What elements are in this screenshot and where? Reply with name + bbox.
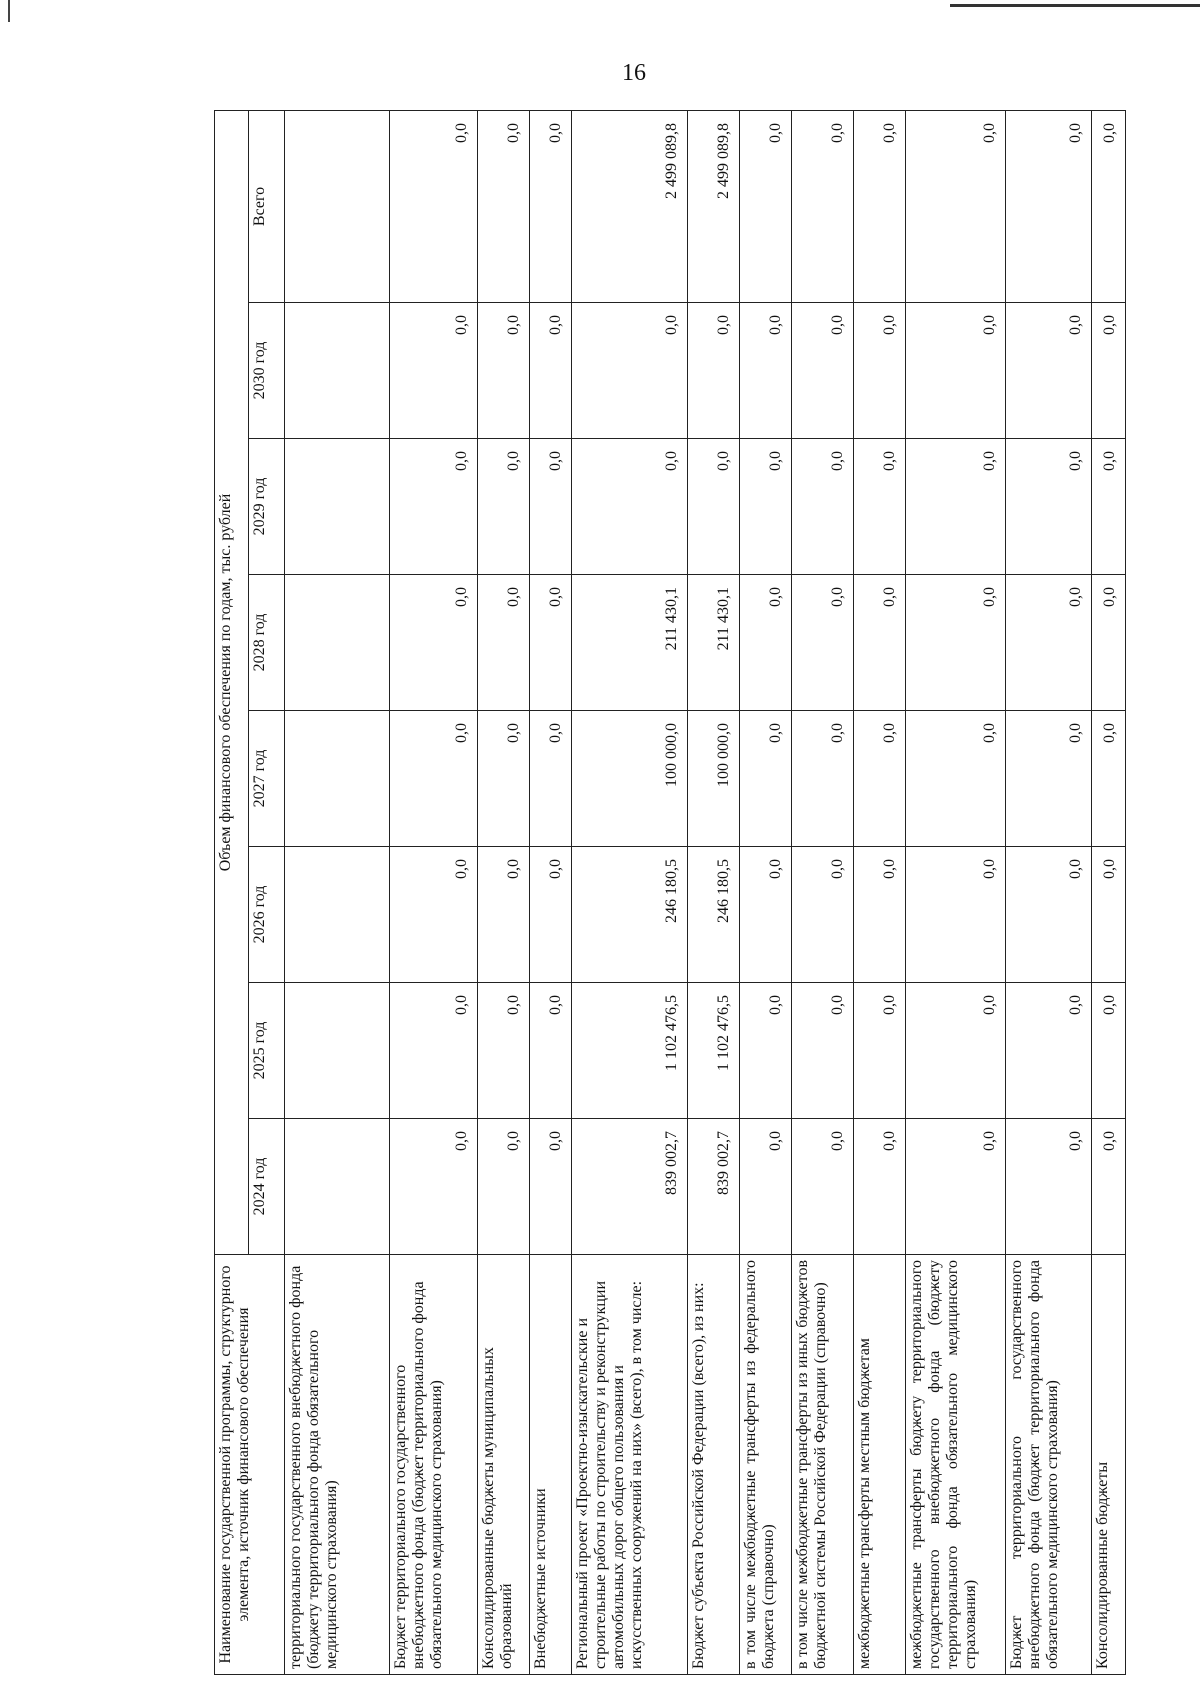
- table-row: [854, 110, 906, 1674]
- value-cell: 0,0: [740, 303, 792, 439]
- header-year-0: 2024 год: [249, 1119, 285, 1255]
- value-cell: 0,0: [1006, 847, 1092, 983]
- row-label: Региональный проект «Проектно-изыскательские и строительные работы по строительству и реконструкции автомобильных дорог общего пользования и искусственных сооружений на них» (всего), в том числе:: [572, 1255, 688, 1675]
- value-cell: 0,0: [792, 1119, 854, 1255]
- value-cell: 246 180,5: [572, 847, 688, 983]
- value-cell: 0,0: [478, 711, 530, 847]
- table-row: [572, 110, 688, 1674]
- value-cell: 0,0: [530, 110, 572, 302]
- value-cell: 0,0: [390, 439, 478, 575]
- value-cell: 0,0: [1006, 1119, 1092, 1255]
- table-row: [906, 110, 1006, 1674]
- value-cell: 0,0: [530, 439, 572, 575]
- value-cell: 0,0: [1092, 439, 1126, 575]
- rotated-table-container: [214, 111, 1119, 1675]
- value-cell: 0,0: [530, 711, 572, 847]
- value-cell: 0,0: [740, 439, 792, 575]
- row-label: Консолидированные бюджеты: [1092, 1255, 1126, 1675]
- row-label: Бюджет территориального государственного внебюджетного фонда (бюджет территориального фонда обязательного медицинского страхования): [1006, 1255, 1092, 1675]
- table-row: [688, 110, 740, 1674]
- row-label: в том числе межбюджетные трансферты из иных бюджетов бюджетной системы Российской Федерации (справочно): [792, 1255, 854, 1675]
- value-cell: 0,0: [740, 983, 792, 1119]
- value-cell: 0,0: [478, 439, 530, 575]
- value-cell: 0,0: [530, 575, 572, 711]
- value-cell: 0,0: [478, 847, 530, 983]
- row-label: Консолидированные бюджеты муниципальных образований: [478, 1255, 530, 1675]
- value-cell: 100 000,0: [688, 711, 740, 847]
- value-cell: 0,0: [1092, 983, 1126, 1119]
- value-cell: 0,0: [1092, 711, 1126, 847]
- value-cell: 0,0: [854, 110, 906, 302]
- value-cell: 0,0: [1006, 983, 1092, 1119]
- value-cell: 0,0: [740, 847, 792, 983]
- value-cell: 2 499 089,8: [572, 110, 688, 302]
- value-cell: 0,0: [478, 983, 530, 1119]
- value-cell: 0,0: [740, 711, 792, 847]
- row-label: в том числе межбюджетные трансферты из федерального бюджета (справочно): [740, 1255, 792, 1675]
- value-cell: 0,0: [906, 575, 1006, 711]
- value-cell: 0,0: [792, 711, 854, 847]
- value-cell: 0,0: [906, 439, 1006, 575]
- value-cell: 1 102 476,5: [572, 983, 688, 1119]
- value-cell: 0,0: [1006, 575, 1092, 711]
- value-cell: 0,0: [530, 1119, 572, 1255]
- value-cell: 0,0: [530, 983, 572, 1119]
- value-cell: 839 002,7: [688, 1119, 740, 1255]
- value-cell: 0,0: [740, 575, 792, 711]
- page-number: 16: [622, 60, 646, 86]
- row-label: межбюджетные трансферты местным бюджетам: [854, 1255, 906, 1675]
- value-cell: 0,0: [390, 575, 478, 711]
- value-cell: 0,0: [572, 303, 688, 439]
- value-cell: 0,0: [1092, 1119, 1126, 1255]
- value-cell: [285, 1119, 390, 1255]
- value-cell: 0,0: [906, 711, 1006, 847]
- value-cell: 0,0: [792, 983, 854, 1119]
- value-cell: 0,0: [1006, 711, 1092, 847]
- value-cell: 0,0: [390, 847, 478, 983]
- financing-table: [214, 110, 1126, 1675]
- header-year-3: 2027 год: [249, 711, 285, 847]
- header-year-1: 2025 год: [249, 983, 285, 1119]
- header-year-7: Всего: [249, 110, 285, 302]
- value-cell: [285, 847, 390, 983]
- value-cell: 0,0: [854, 847, 906, 983]
- value-cell: 0,0: [1092, 303, 1126, 439]
- value-cell: 0,0: [854, 303, 906, 439]
- row-label: Бюджет территориального государственного внебюджетного фонда (бюджет территориального фонда обязательного медицинского страхования): [390, 1255, 478, 1675]
- scan-top-line: [950, 4, 1200, 7]
- table-row: [1092, 110, 1126, 1674]
- value-cell: 839 002,7: [572, 1119, 688, 1255]
- value-cell: 211 430,1: [572, 575, 688, 711]
- table-row: [530, 110, 572, 1674]
- value-cell: 0,0: [1006, 303, 1092, 439]
- value-cell: 0,0: [478, 303, 530, 439]
- value-cell: 0,0: [792, 439, 854, 575]
- value-cell: 0,0: [390, 1119, 478, 1255]
- value-cell: 0,0: [1092, 847, 1126, 983]
- table-row: [740, 110, 792, 1674]
- value-cell: 0,0: [854, 439, 906, 575]
- value-cell: [285, 575, 390, 711]
- table-row: [478, 110, 530, 1674]
- value-cell: 0,0: [906, 110, 1006, 302]
- header-year-5: 2029 год: [249, 439, 285, 575]
- value-cell: 0,0: [478, 575, 530, 711]
- value-cell: 2 499 089,8: [688, 110, 740, 302]
- header-year-6: 2030 год: [249, 303, 285, 439]
- table-body: [285, 110, 1126, 1674]
- table-row: [285, 110, 390, 1674]
- value-cell: 1 102 476,5: [688, 983, 740, 1119]
- value-cell: 0,0: [854, 711, 906, 847]
- value-cell: 0,0: [390, 303, 478, 439]
- value-cell: 0,0: [906, 1119, 1006, 1255]
- value-cell: [285, 303, 390, 439]
- value-cell: 0,0: [906, 983, 1006, 1119]
- value-cell: 246 180,5: [688, 847, 740, 983]
- row-label: Внебюджетные источники: [530, 1255, 572, 1675]
- value-cell: 0,0: [390, 110, 478, 302]
- value-cell: 0,0: [1092, 110, 1126, 302]
- value-cell: 0,0: [530, 847, 572, 983]
- value-cell: [285, 983, 390, 1119]
- value-cell: 0,0: [1092, 575, 1126, 711]
- value-cell: 0,0: [854, 983, 906, 1119]
- value-cell: 100 000,0: [572, 711, 688, 847]
- header-group: Объем финансового обеспечения по годам, тыс. рублей: [215, 110, 249, 1254]
- table-row: [390, 110, 478, 1674]
- value-cell: 0,0: [792, 303, 854, 439]
- value-cell: 0,0: [478, 110, 530, 302]
- value-cell: [285, 439, 390, 575]
- value-cell: 0,0: [740, 1119, 792, 1255]
- row-label: Бюджет субъекта Российской Федерации (всего), из них:: [688, 1255, 740, 1675]
- value-cell: 0,0: [1006, 110, 1092, 302]
- row-label: территориального государственного внебюджетного фонда (бюджету территориального фонда обязательного медицинского страхования): [285, 1255, 390, 1675]
- value-cell: 0,0: [740, 110, 792, 302]
- value-cell: [285, 110, 390, 302]
- value-cell: 0,0: [688, 439, 740, 575]
- value-cell: 0,0: [390, 711, 478, 847]
- value-cell: 0,0: [530, 303, 572, 439]
- value-cell: 0,0: [906, 847, 1006, 983]
- value-cell: 0,0: [854, 575, 906, 711]
- header-name-column: Наименование государственной программы, структурного элемента, источник финансового обеспечения: [215, 1255, 285, 1675]
- header-year-4: 2028 год: [249, 575, 285, 711]
- value-cell: [285, 711, 390, 847]
- value-cell: 0,0: [390, 983, 478, 1119]
- value-cell: 0,0: [688, 303, 740, 439]
- value-cell: 0,0: [792, 110, 854, 302]
- header-year-2: 2026 год: [249, 847, 285, 983]
- scan-edge-mark: [8, 0, 10, 22]
- row-label: межбюджетные трансферты бюджету территориального государственного внебюджетного фонда (бюджету территориального фонда обязательного медицинского страхования): [906, 1255, 1006, 1675]
- table-row: [792, 110, 854, 1674]
- table-row: [1006, 110, 1092, 1674]
- value-cell: 0,0: [792, 847, 854, 983]
- value-cell: 0,0: [1006, 439, 1092, 575]
- value-cell: 211 430,1: [688, 575, 740, 711]
- value-cell: 0,0: [478, 1119, 530, 1255]
- value-cell: 0,0: [854, 1119, 906, 1255]
- value-cell: 0,0: [572, 439, 688, 575]
- value-cell: 0,0: [792, 575, 854, 711]
- value-cell: 0,0: [906, 303, 1006, 439]
